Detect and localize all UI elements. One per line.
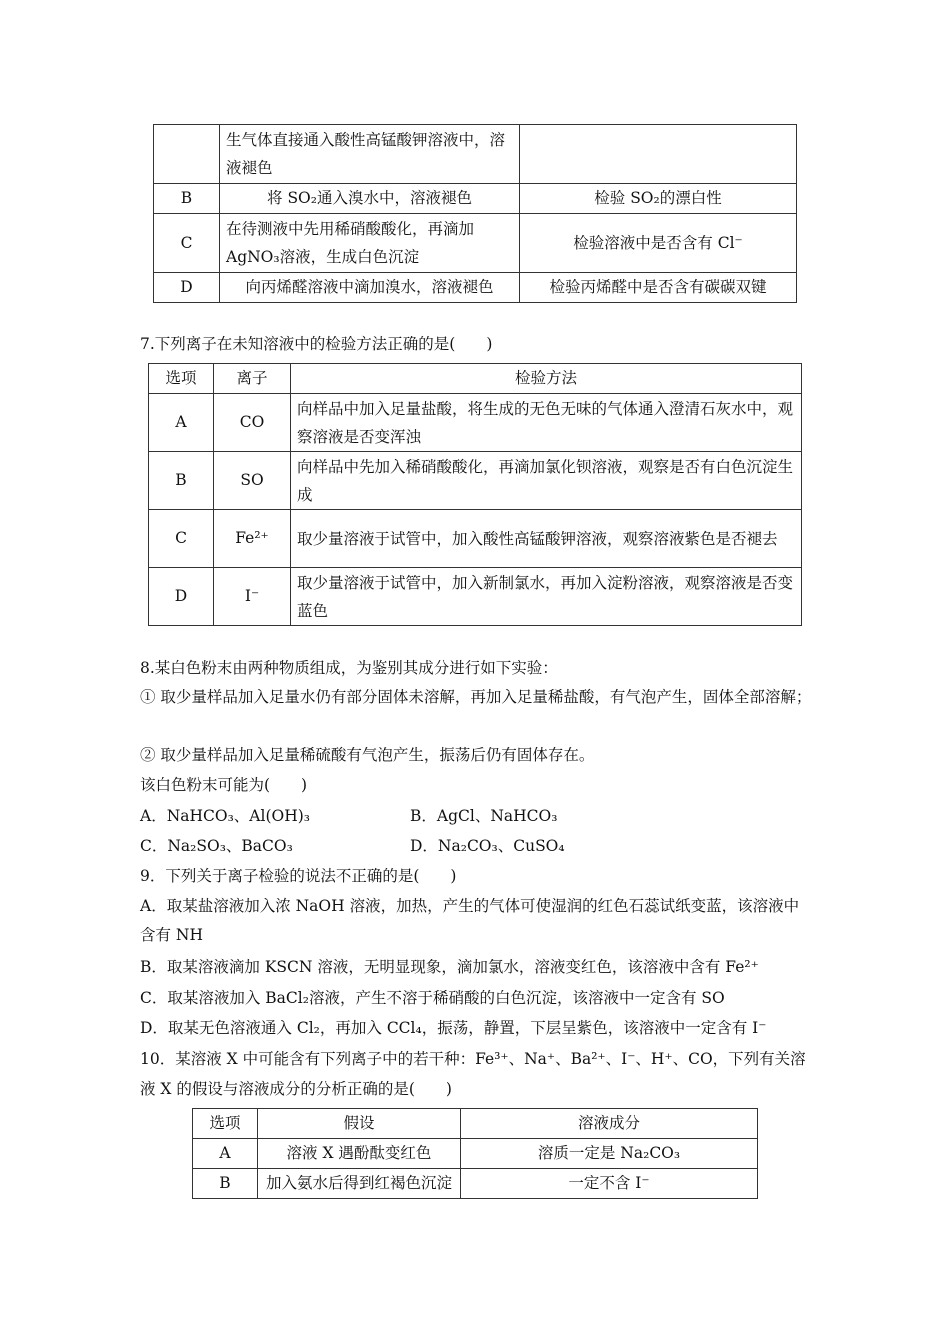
q10-composition-cell: 溶质一定是 Na₂CO₃ — [461, 1139, 758, 1169]
q7-method-cell: 向样品中先加入稀硝酸酸化，再滴加氯化钡溶液，观察是否有白色沉淀生成 — [291, 452, 802, 510]
q8-option-b[interactable]: B．AgCl、NaHCO₃ — [410, 807, 558, 825]
q6-operation-cell: 将 SO₂通入溴水中，溶液褪色 — [220, 184, 520, 214]
q10-option-cell: B — [193, 1169, 258, 1199]
table-row — [149, 394, 802, 452]
table-row — [149, 364, 802, 394]
q8-step2: ② 取少量样品加入足量稀硫酸有气泡产生，振荡后仍有固体存在。 — [140, 746, 595, 764]
q10-header-option: 选项 — [193, 1109, 258, 1139]
q7-header-option: 选项 — [149, 364, 214, 394]
table-row — [193, 1169, 758, 1199]
q7-header-ion: 离子 — [214, 364, 291, 394]
q7-table — [148, 363, 802, 626]
q6-option-cell — [154, 125, 220, 184]
q10-hypothesis-cell: 加入氨水后得到红褐色沉淀 — [258, 1169, 461, 1199]
q10-header-composition: 溶液成分 — [461, 1109, 758, 1139]
q7-option-cell: A — [149, 394, 214, 452]
table-row — [149, 452, 802, 510]
q9-option-a[interactable]: A．取某盐溶液加入浓 NaOH 溶液，加热，产生的气体可使湿润的红色石蕊试纸变蓝，该溶液中含有 NH — [140, 897, 800, 944]
table-row — [154, 184, 797, 214]
q6-option-cell: C — [154, 214, 220, 273]
q9-stem: 9．下列关于离子检验的说法不正确的是( ) — [140, 867, 457, 885]
q7-option-cell: D — [149, 568, 214, 626]
q6-option-cell: B — [154, 184, 220, 214]
q6-purpose-cell: 检验 SO₂的漂白性 — [520, 184, 797, 214]
q7-ion-cell: CO — [214, 394, 291, 452]
q7-header-method: 检验方法 — [291, 364, 802, 394]
q6-operation-cell: 在待测液中先用稀硝酸酸化，再滴加 AgNO₃溶液，生成白色沉淀 — [220, 214, 520, 273]
q8-option-c[interactable]: C．Na₂SO₃、BaCO₃ — [140, 837, 293, 855]
q8-question: 该白色粉末可能为( ) — [140, 776, 308, 794]
q6-operation-cell: 向丙烯醛溶液中滴加溴水，溶液褪色 — [220, 273, 520, 303]
q10-hypothesis-cell: 溶液 X 遇酚酞变红色 — [258, 1139, 461, 1169]
q10-stem: 10．某溶液 X 中可能含有下列离子中的若干种：Fe³⁺、Na⁺、Ba²⁺、I⁻、H⁺、CO，下列有关溶液 X 的假设与溶液成分的分析正确的是( ) — [140, 1050, 806, 1098]
q7-ion-cell: Fe²⁺ — [214, 510, 291, 568]
q6-purpose-cell: 检验丙烯醛中是否含有碳碳双键 — [520, 273, 797, 303]
q7-method-cell: 取少量溶液于试管中，加入酸性高锰酸钾溶液，观察溶液紫色是否褪去 — [291, 510, 802, 568]
table-row — [149, 568, 802, 626]
table-row — [193, 1139, 758, 1169]
table-row — [193, 1109, 758, 1139]
q6-operation-cell: 生气体直接通入酸性高锰酸钾溶液中，溶液褪色 — [220, 125, 520, 184]
table-row — [154, 273, 797, 303]
table-row — [149, 510, 802, 568]
q9-option-b[interactable]: B．取某溶液滴加 KSCN 溶液，无明显现象，滴加氯水，溶液变红色，该溶液中含有 Fe²⁺ — [140, 958, 759, 976]
q7-method-cell: 取少量溶液于试管中，加入新制氯水，再加入淀粉溶液，观察溶液是否变蓝色 — [291, 568, 802, 626]
q8-option-a[interactable]: A．NaHCO₃、Al(OH)₃ — [140, 807, 310, 825]
q6-option-cell: D — [154, 273, 220, 303]
q8-option-d[interactable]: D．Na₂CO₃、CuSO₄ — [410, 837, 565, 855]
q7-option-cell: C — [149, 510, 214, 568]
table-row — [154, 214, 797, 273]
q8-step1: ① 取少量样品加入足量水仍有部分固体未溶解，再加入足量稀盐酸，有气泡产生，固体全部溶解； — [140, 688, 812, 706]
q7-method-cell: 向样品中加入足量盐酸，将生成的无色无味的气体通入澄清石灰水中，观察溶液是否变浑浊 — [291, 394, 802, 452]
q10-table — [192, 1108, 758, 1199]
q7-option-cell: B — [149, 452, 214, 510]
q7-ion-cell: SO — [214, 452, 291, 510]
q6-purpose-cell: 检验溶液中是否含有 Cl⁻ — [520, 214, 797, 273]
q9-option-c[interactable]: C．取某溶液加入 BaCl₂溶液，产生不溶于稀硝酸的白色沉淀，该溶液中一定含有 SO — [140, 989, 725, 1007]
q9-option-d[interactable]: D．取某无色溶液通入 Cl₂，再加入 CCl₄，振荡，静置，下层呈紫色，该溶液中一定含有 I⁻ — [140, 1019, 767, 1037]
q10-header-hypothesis: 假设 — [258, 1109, 461, 1139]
q6-purpose-cell — [520, 125, 797, 184]
q10-option-cell: A — [193, 1139, 258, 1169]
q7-ion-cell: I⁻ — [214, 568, 291, 626]
q8-stem: 8.某白色粉末由两种物质组成，为鉴别其成分进行如下实验： — [140, 659, 558, 677]
q6-table — [153, 124, 797, 303]
q7-stem: 7.下列离子在未知溶液中的检验方法正确的是( ) — [140, 335, 493, 353]
q10-composition-cell: 一定不含 I⁻ — [461, 1169, 758, 1199]
table-row — [154, 125, 797, 184]
